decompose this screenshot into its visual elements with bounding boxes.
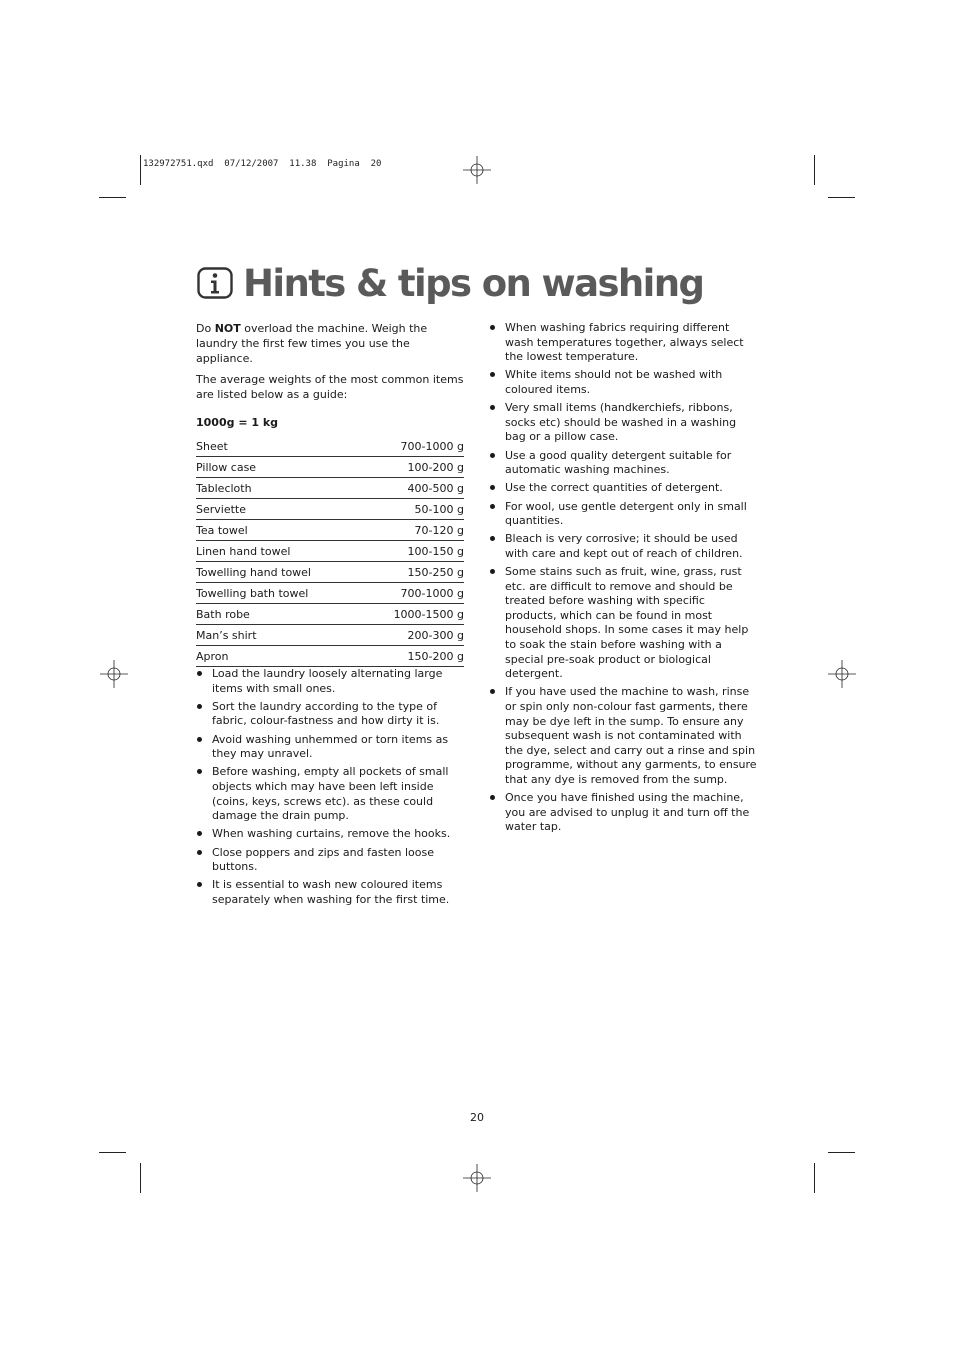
item-name: Tea towel: [196, 520, 362, 541]
right-tips-list: [489, 321, 759, 835]
bullet-icon: [490, 453, 495, 458]
crop-mark-top-right-horizontal: [828, 197, 855, 198]
weights-table: [196, 436, 464, 667]
right-column: [489, 321, 759, 839]
item-name: Serviette: [196, 499, 362, 520]
list-item-text: Load the laundry loosely alternating large items with small ones.: [212, 667, 443, 695]
table-row: [196, 499, 464, 520]
list-item-text: If you have used the machine to wash, rinse or spin only non-colour fast garments, there may be dye left in the sump. To ensure any subsequent wash is not contaminated with the dye, select and carry out a rinse and spin programme, without any garments, to ensure that any dye is removed from the sump.: [505, 685, 757, 786]
list-item-text: For wool, use gentle detergent only in small quantities.: [505, 499, 747, 528]
page-header: [197, 258, 703, 308]
registration-mark-left: [100, 660, 128, 688]
item-weight: 150-250 g: [362, 562, 464, 583]
list-item: [489, 685, 759, 787]
list-item: [489, 481, 759, 496]
list-item: [489, 449, 759, 478]
table-row: [196, 457, 464, 478]
item-name: Bath robe: [196, 604, 362, 625]
bullet-icon: [197, 704, 202, 709]
table-row: [196, 646, 464, 667]
weights-heading: 1000g = 1 kg: [196, 416, 279, 429]
bullet-icon: [490, 795, 495, 800]
bullet-icon: [490, 536, 495, 541]
item-weight: 700-1000 g: [362, 583, 464, 604]
table-row: [196, 604, 464, 625]
do-word: Do: [196, 322, 212, 335]
list-item-text: Close poppers and zips and fasten loose buttons.: [212, 845, 434, 874]
list-item-text: Sort the laundry according to the type of fabric, colour-fastness and how dirty it is.: [212, 699, 440, 728]
bullet-icon: [490, 485, 495, 490]
item-name: Pillow case: [196, 457, 362, 478]
list-item: [196, 846, 464, 875]
list-item-text: Once you have finished using the machine, you are advised to unplug it and turn off the water tap.: [505, 791, 750, 834]
list-item-text: Avoid washing unhemmed or torn items as they may unravel.: [212, 732, 449, 761]
table-row: [196, 625, 464, 646]
table-row: [196, 562, 464, 583]
registration-mark-bottom: [463, 1164, 491, 1192]
item-name: Man’s shirt: [196, 625, 362, 646]
registration-mark-top: [463, 156, 491, 184]
bullet-icon: [197, 769, 202, 774]
item-name: Sheet: [196, 436, 362, 457]
list-item: [489, 321, 759, 365]
list-item-text: Some stains such as fruit, wine, grass, rust etc. are difficult to remove and should be treated before washing with specific products, which can be found in most household shops. In some cases it may help to soak the stain before washing with a special pre-soak product or biological detergent.: [505, 565, 749, 681]
list-item: [196, 878, 464, 907]
item-weight: 700-1000 g: [362, 436, 464, 457]
item-name: Towelling hand towel: [196, 562, 362, 583]
page-number: 20: [470, 1111, 484, 1124]
item-weight: 200-300 g: [362, 625, 464, 646]
list-item-text: Bleach is very corrosive; it should be used with care and kept out of reach of children.: [505, 532, 743, 560]
bullet-icon: [197, 850, 202, 855]
item-weight: 70-120 g: [362, 520, 464, 541]
bullet-icon: [490, 325, 495, 330]
list-item: [489, 368, 759, 397]
item-name: Linen hand towel: [196, 541, 362, 562]
list-item-text: White items should not be washed with coloured items.: [505, 368, 723, 396]
bullet-icon: [197, 671, 202, 676]
crop-mark-bottom-right-vertical: [814, 1163, 815, 1193]
table-row: [196, 541, 464, 562]
crop-mark-top-left-vertical: [140, 155, 141, 185]
item-name: Apron: [196, 646, 362, 667]
list-item: [489, 500, 759, 529]
item-weight: 100-150 g: [362, 541, 464, 562]
weights-intro-paragraph: The average weights of the most common items are listed below as a guide:: [196, 373, 464, 401]
list-item: [489, 401, 759, 445]
print-slug: 132972751.qxd 07/12/2007 11.38 Pagina 20: [143, 159, 382, 169]
list-item: [196, 700, 464, 729]
crop-mark-bottom-left-vertical: [140, 1163, 141, 1193]
list-item-text: When washing curtains, remove the hooks.: [212, 827, 451, 841]
item-weight: 150-200 g: [362, 646, 464, 667]
list-item-text: Use the correct quantities of detergent.: [505, 481, 723, 495]
list-item: [196, 765, 464, 823]
crop-mark-bottom-left-horizontal: [99, 1152, 126, 1153]
list-item: [489, 791, 759, 835]
item-name: Tablecloth: [196, 478, 362, 499]
crop-mark-bottom-right-horizontal: [828, 1152, 855, 1153]
list-item-text: Before washing, empty all pockets of small objects which may have been left inside (coins, keys, screws etc). as these could damage the drain pump.: [212, 765, 449, 823]
item-weight: 1000-1500 g: [362, 604, 464, 625]
bullet-icon: [197, 882, 202, 887]
bullet-icon: [490, 569, 495, 574]
item-weight: 50-100 g: [362, 499, 464, 520]
list-item: [489, 532, 759, 561]
left-tips-list: [196, 667, 464, 907]
bullet-icon: [490, 372, 495, 377]
item-weight: 100-200 g: [362, 457, 464, 478]
intro-text: overload the machine. Weigh the laundry the first few times you use the appliance.: [196, 322, 428, 365]
list-item: [196, 733, 464, 762]
crop-mark-top-left-horizontal: [99, 197, 126, 198]
bullet-icon: [197, 737, 202, 742]
table-row: [196, 583, 464, 604]
info-icon: [197, 267, 233, 299]
list-item-text: It is essential to wash new coloured items separately when washing for the first time.: [212, 878, 450, 906]
crop-mark-top-right-vertical: [814, 155, 815, 185]
list-item-text: Use a good quality detergent suitable for automatic washing machines.: [505, 448, 732, 477]
table-row: [196, 436, 464, 457]
not-emphasis: NOT: [214, 322, 241, 335]
registration-mark-right: [828, 660, 856, 688]
list-item: [489, 565, 759, 682]
left-column: [196, 321, 464, 911]
bullet-icon: [490, 504, 495, 509]
page-title: Hints & tips on washing: [243, 261, 704, 305]
list-item: [196, 667, 464, 696]
bullet-icon: [490, 405, 495, 410]
bullet-icon: [197, 831, 202, 836]
table-row: [196, 520, 464, 541]
list-item-text: When washing fabrics requiring different wash temperatures together, always select the lowest temperature.: [505, 321, 744, 364]
table-row: [196, 478, 464, 499]
item-name: Towelling bath towel: [196, 583, 362, 604]
item-weight: 400-500 g: [362, 478, 464, 499]
list-item: [196, 827, 464, 842]
intro-paragraph: [196, 321, 464, 366]
bullet-icon: [490, 689, 495, 694]
list-item-text: Very small items (handkerchiefs, ribbons, socks etc) should be washed in a washing bag or a pillow case.: [505, 401, 737, 444]
